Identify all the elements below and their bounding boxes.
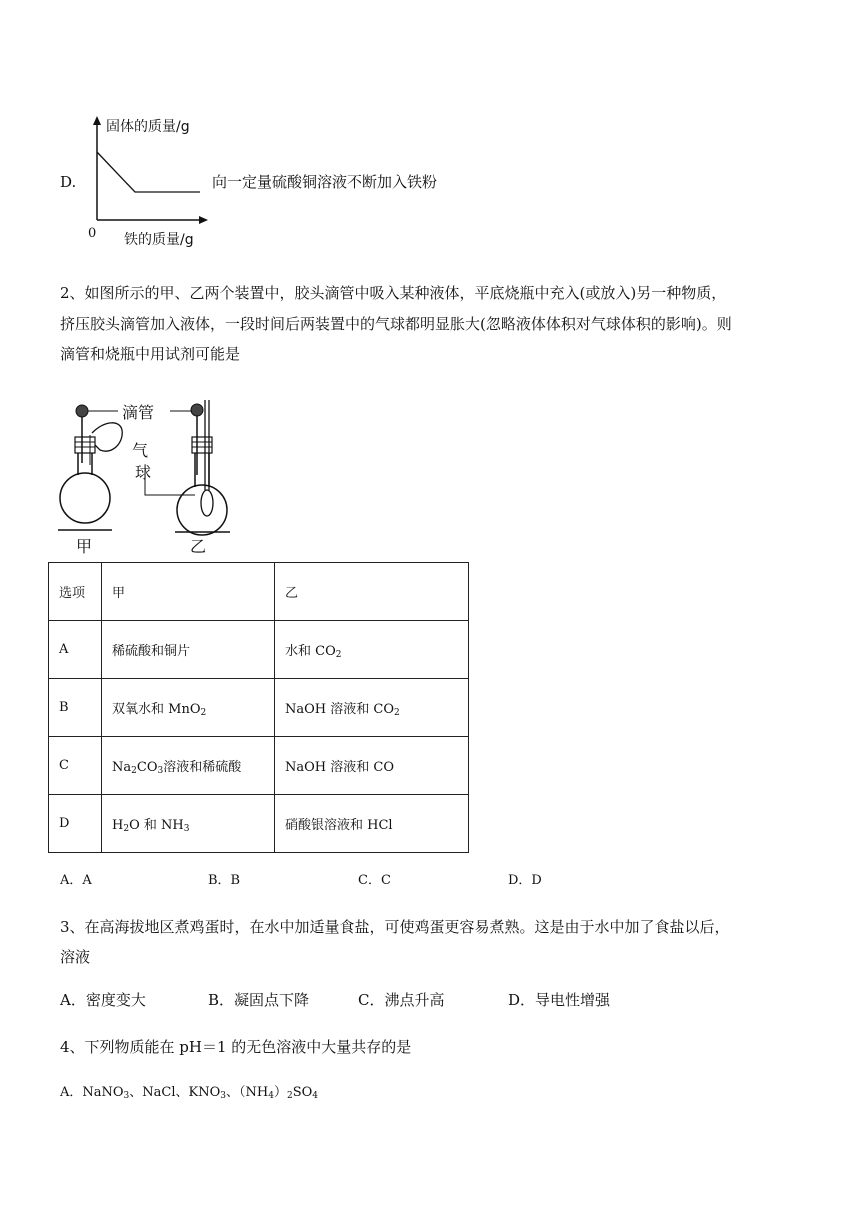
- row-c-yi: NaOH 溶液和 CO: [275, 737, 469, 795]
- label-balloon-2: 球: [135, 463, 152, 482]
- q2-choice-c[interactable]: C．C: [358, 873, 391, 888]
- q4-text: 4、下列物质能在 pH＝1 的无色溶液中大量共存的是: [60, 1038, 412, 1056]
- row-a-jia: 稀硫酸和铜片: [102, 621, 275, 679]
- option-letter-d: D.: [60, 173, 77, 191]
- q2-choice-d[interactable]: D．D: [508, 873, 542, 888]
- flask-yi: [175, 400, 230, 535]
- graph-description: 向一定量硫酸铜溶液不断加入铁粉: [212, 173, 438, 191]
- flask-jia: [58, 405, 122, 530]
- row-d-option: D: [49, 795, 102, 853]
- row-b-yi: NaOH 溶液和 $CO_2$: [275, 679, 469, 737]
- q2-text-line1: 2、如图所示的甲、乙两个装置中，胶头滴管中吸入某种液体，平底烧瓶中充入(或放入)另一种物质，: [60, 284, 727, 302]
- row-c-option: C: [49, 737, 102, 795]
- q3-text-line1: 3、在高海拔地区煮鸡蛋时，在水中加适量食盐，可使鸡蛋更容易煮熟。这是由于水中加了食盐以后，: [60, 918, 730, 936]
- graph-y-arrow: [93, 116, 101, 125]
- label-jia: 甲: [76, 537, 93, 556]
- header-option: 选项: [49, 563, 102, 621]
- graph-data-line: [97, 152, 200, 192]
- row-b-option: B: [49, 679, 102, 737]
- q3-choice-d[interactable]: D．导电性增强: [508, 991, 611, 1009]
- table-row: [49, 795, 469, 853]
- q2-choice-a[interactable]: A．A: [60, 873, 92, 888]
- label-dropper: 滴管: [122, 403, 155, 422]
- q2-choice-b[interactable]: B．B: [208, 873, 241, 888]
- row-d-jia: $H_2O$ 和 $NH_3$: [102, 795, 275, 853]
- table-row: [49, 679, 469, 737]
- header-jia: 甲: [102, 563, 275, 621]
- row-a-option: A: [49, 621, 102, 679]
- graph-x-label: 铁的质量/g: [124, 232, 194, 248]
- graph-x-arrow: [199, 216, 208, 224]
- row-b-jia: 双氧水和 MnO$_2$: [102, 679, 275, 737]
- q2-text-line2: 挤压胶头滴管加入液体，一段时间后两装置中的气球都明显胀大(忽略液体体积对气球体积的影响)。则: [60, 315, 732, 333]
- header-yi: 乙: [275, 563, 469, 621]
- graph-y-label: 固体的质量/g: [106, 119, 190, 135]
- q3-text-line2: 溶液: [60, 948, 91, 966]
- q3-choice-a[interactable]: A．密度变大: [60, 991, 146, 1009]
- q2-text-line3: 滴管和烧瓶中用试剂可能是: [60, 345, 241, 363]
- table-row: [49, 621, 469, 679]
- table-row: [49, 737, 469, 795]
- row-d-yi: 硝酸银溶液和 HCl: [275, 795, 469, 853]
- label-balloon-1: 气: [132, 441, 149, 460]
- label-yi: 乙: [190, 537, 207, 556]
- options-table: [48, 562, 469, 853]
- row-a-yi: 水和 $CO_2$: [275, 621, 469, 679]
- table-header-row: [49, 563, 469, 621]
- graph-origin: 0: [88, 226, 97, 241]
- q4-choice-a[interactable]: A．NaNO$_3$、NaCl、$KNO_3$、$(NH_4)_2SO_4$: [60, 1085, 319, 1101]
- row-c-jia: $Na_2CO_3$溶液和稀硫酸: [102, 737, 275, 795]
- q3-choice-b[interactable]: B．凝固点下降: [208, 991, 310, 1009]
- q3-choice-c[interactable]: C．沸点升高: [358, 991, 445, 1009]
